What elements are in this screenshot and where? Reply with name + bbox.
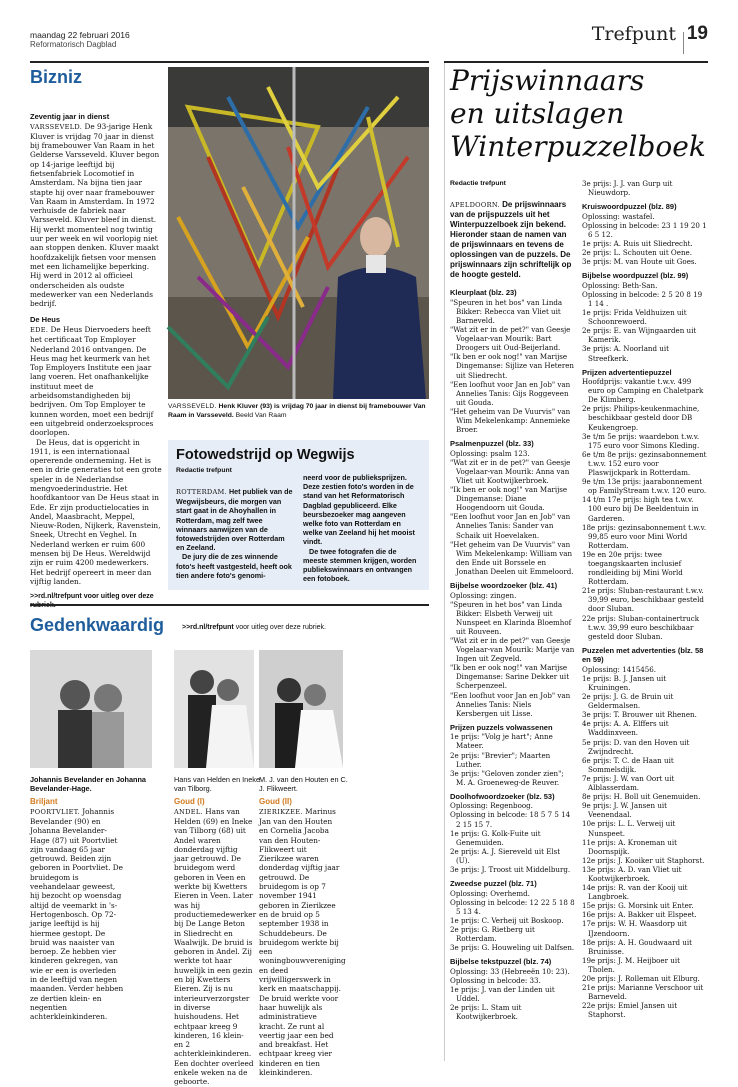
photo-henk-kluver bbox=[168, 67, 429, 399]
result-line: 1e prijs: B. J. Jansen uit Kruiningen. bbox=[582, 673, 667, 692]
result-line: 1e prijs: J. van der Linden uit Uddel. bbox=[450, 984, 555, 1004]
result-line: "Speuren in het bos" van Linda Bikker: Elsbeth Verweij uit Nunspeet en Klarinda Bloemhof uit Rouveen. bbox=[450, 599, 572, 636]
place: EDE. bbox=[30, 325, 49, 334]
couple-photo bbox=[174, 650, 254, 768]
result-line: Oplossing: 1415456. bbox=[582, 664, 657, 674]
result-line: 22e prijs: Emiel Jansen uit Staphorst. bbox=[582, 1001, 678, 1020]
place: APELDOORN. bbox=[450, 201, 500, 210]
result-heading: Psalmenpuzzel (blz. 33) bbox=[450, 439, 534, 449]
gedenk-item-3 bbox=[259, 650, 385, 1077]
result-heading: Prijzen puzzels volwassenen bbox=[450, 722, 553, 732]
couple-caption: M. J. van den Houten en C. J. Flikweert. bbox=[259, 775, 348, 794]
text-b: De jury die de zes winnende foto's heeft vastgesteld, heeft ook tien andere foto's genomi- bbox=[176, 552, 292, 580]
issue-date: maandag 22 februari 2016 bbox=[30, 30, 130, 40]
result-line: "Een loofhut voor Jan en Job" van Annelies Tanis: Niels Kersbergen uit Lisse. bbox=[450, 690, 571, 718]
result-line: 9e t/m 13e prijs: jaarabonnement op FamilyStream t.w.v. 120 euro. bbox=[582, 477, 707, 496]
result-line: Oplossing: Regenboog. bbox=[450, 801, 533, 811]
bizniz-title: Bizniz bbox=[30, 67, 82, 87]
caption-text: Henk Kluver (93) is vrijdag 70 jaar in dienst bij framebouwer Van Raam in Varsseveld. bbox=[168, 403, 426, 419]
link-text: voor uitleg over deze rubriek. bbox=[235, 624, 326, 631]
text: De Heus Diervoeders heeft het certificaat Top Employer Nederland 2016 ontvangen. De Heus mag het keurmerk van het Top Employers Institute een jaar lang voeren. Het onafhankelijke instituut meet de arbeidsomstandigheden bij bedrijven. Om Top Employer te kunnen worden, moet een bedrijf een uitgebreid onderzoeksproces doorlopen. bbox=[30, 324, 154, 438]
gedenk-title: Gedenkwaardig bbox=[30, 615, 165, 635]
result-line: 3e prijs: M. van Houte uit Goes. bbox=[582, 257, 697, 267]
result-line: "Ik ben er ook nog!" van Marijse Dingemanse: Sarine Dekker uit Scherpenzeel. bbox=[450, 663, 570, 691]
result-line: "Wat zit er in de pet?" van Geesje Vogelaar-van Mourik: Marije van Ingen uit Zegveld. bbox=[450, 635, 575, 664]
result-line: 13e prijs: A. D. van Vliet uit Kootwijkerbroek. bbox=[582, 864, 682, 883]
place: ANDEL. bbox=[174, 807, 203, 816]
result-line: 16e prijs: A. Bakker uit Elspeet. bbox=[582, 910, 697, 920]
result-line: Oplossing: zingen. bbox=[450, 590, 517, 600]
text: De 93-jarige Henk Kluver is vrijdag 70 jaar in dienst bij framebouwer Van Raam in het Gelderse Varsseveld. Kluver begon op 14-jarige leeftijd bij fietsenfabriek Locomotief in Amsterdam. Na bijna tien jaar stapte hij over naar framebouwer Van Raam in Amsterdam. In 1972 verhuisde de fabriek naar Varsseveld. Kluver bleef in dienst. Hij werkt momenteel nog twintig uur per week en wil voorlopig niet aan stoppen denken. Kluver maakt hoofdzakelijk fietsen voor mensen met een lichamelijke beperking. Hij werd in 2012 al officieel onderscheiden als oudste medewerker van een Nederlands bedrijf. bbox=[30, 121, 160, 309]
couple-photo-illustration bbox=[30, 650, 152, 768]
couple-photo-illustration bbox=[174, 650, 254, 768]
result-heading: Prijzen advertentiepuzzel bbox=[582, 367, 672, 377]
result-line: "Ik ben er ook nog!" van Marijse Dingemanse: Sijlize van Heteren uit Sliedrecht. bbox=[450, 352, 574, 380]
result-line: 1e prijs: G. Kolk-Fuite uit Genemuiden. bbox=[450, 828, 541, 847]
fotowedstrijd-box bbox=[168, 440, 429, 590]
couple-caption: Johannis Bevelander en Johanna Bevelander-Hage. bbox=[30, 775, 146, 794]
result-line: 20e prijs: J. Rolleman uit Elburg. bbox=[582, 974, 700, 983]
award-label: Briljant bbox=[30, 797, 58, 807]
result-line: Oplossing: 33 (Hebreeën 10: 23). bbox=[450, 966, 570, 976]
title-line-1: Prijswinnaars bbox=[450, 64, 645, 97]
result-line: 12e prijs: J. Kooiker uit Staphorst. bbox=[582, 855, 705, 865]
text: De prijswinnaars van de prijspuzzels uit het Winterpuzzelboek zijn bekend. Hieronder staan de namen van de prijswinnaars en tevens de oplossingen van de puzzels. De prijswinnaars zijn schriftelijk op de hoogte gesteld. bbox=[450, 200, 572, 280]
results-list-1 bbox=[450, 288, 575, 1021]
result-line: 2e prijs: A. J. Siereveld uit Elst (U). bbox=[450, 846, 561, 865]
result-line: 2e prijs: L. Schouten uit Oene. bbox=[582, 248, 692, 258]
couple-photo bbox=[30, 650, 152, 768]
bizniz-art2-body2: De Heus, dat is opgericht in 1911, is een internationaal opererende onderneming. Het is een in drie generaties tot een grote speler in de Nederlandse mengvoederindustrie. Het hoofdkantoor van De Heus staat in Ede. Er zijn productielocaties in Andel, Maasbracht, Meppel, Nieuw-Roden, Nijkerk, Ravenstein, Sneek, Utrecht en Veghel. In Nederland werken er ruim 600 mensen bij De Heus. Wereldwijd zijn er ruim 4200 medewerkers. Het bedrijf opereert in meer dan vijftig landen. bbox=[30, 437, 162, 586]
result-line: 14 t/m 17e prijs: high tea t.w.v. 100 euro bij De Beeldentuin in Garderen. bbox=[582, 495, 699, 523]
result-line: 2e prijs: E. van Wijngaarden uit Kamerik. bbox=[582, 326, 697, 345]
result-line: 7e prijs: J. W. van Oort uit Alblasserdam. bbox=[582, 773, 675, 793]
caption-place: VARSSEVELD. bbox=[168, 403, 217, 410]
result-line: Oplossing in belcode: 23 1 19 20 1 6 5 12. bbox=[582, 220, 707, 239]
result-line: 19e prijs: J. M. Heijboer uit Tholen. bbox=[582, 955, 680, 974]
photo-caption bbox=[168, 403, 429, 420]
bizniz-rule bbox=[30, 61, 429, 63]
result-line: 3e prijs: G. Houweling uit Dalfsen. bbox=[450, 943, 575, 953]
result-line: 3e prijs: A. Noorland uit Streefkerk. bbox=[582, 344, 669, 363]
result-line: 15e prijs: G. Morsink uit Enter. bbox=[582, 901, 694, 911]
result-line: Oplossing in belcode: 2 5 20 8 19 1 14 . bbox=[582, 289, 703, 308]
gedenk-item-1 bbox=[30, 650, 156, 1022]
fotowedstrijd-col2 bbox=[303, 473, 421, 583]
result-heading: Puzzelen met advertenties (blz. 58 en 59) bbox=[582, 645, 704, 665]
result-line: "Speuren in het bos" van Linda Bikker: Rebecca van Vliet uit Barneveld. bbox=[450, 297, 563, 325]
result-line: 2e prijs: J. G. de Bruin uit Geldermalsen. bbox=[582, 692, 674, 711]
result-line: 21e prijs: Marianne Verschoor uit Barneveld. bbox=[582, 983, 704, 1002]
page-number: 19 bbox=[686, 23, 708, 44]
result-line: 2e prijs: "Brevier"; Maarten Luther. bbox=[450, 750, 551, 769]
paper-name: Reformatorisch Dagblad bbox=[30, 40, 117, 49]
result-line: 14e prijs: R. van der Kooij uit Langbroek. bbox=[582, 883, 688, 902]
result-line: 8e prijs: H. Boll uit Genemuiden. bbox=[582, 792, 701, 802]
result-line: 1e prijs: "Volg je hart"; Anne Mateer. bbox=[450, 732, 553, 751]
result-line: "Het geheim van De Vuurvis" van Wim Mekelenkamp: Annemieke Broer. bbox=[450, 406, 571, 435]
result-heading: Doolhofwoordzoeker (blz. 53) bbox=[450, 791, 555, 801]
text-b: De twee fotografen die de meeste stemmen krijgen, worden publiekswinnaars en ontvangen een fotoboek. bbox=[303, 546, 417, 584]
winter-title bbox=[450, 64, 706, 163]
result-line: 17e prijs: W. H. Waasdorp uit IJzendoorn. bbox=[582, 919, 687, 938]
caption-credit: Beeld Van Raam bbox=[235, 411, 287, 419]
result-line: Oplossing: psalm 123. bbox=[450, 448, 530, 458]
place: POORTVLIET. bbox=[30, 807, 80, 816]
bizniz-link[interactable] bbox=[30, 592, 162, 610]
result-line: 21e prijs: Sluban-restaurant t.w.v. 39,99 euro, beschikbaar gesteld door Sluban. bbox=[582, 586, 704, 614]
result-line: Oplossing: Beth-San. bbox=[582, 280, 658, 290]
fotowedstrijd-title: Fotowedstrijd op Wegwijs bbox=[176, 447, 355, 463]
result-line: 3e t/m 5e prijs: waardebon t.w.v. 175 euro voor Simons Kleding. bbox=[582, 431, 700, 450]
link[interactable]: >>rd.nl/trefpunt bbox=[30, 593, 82, 601]
bizniz-art2-body bbox=[30, 325, 162, 438]
result-line: 6e t/m 8e prijs: gezinsabonnement t.w.v. 152 euro voor Plaswijckpark in Rotterdam. bbox=[582, 449, 707, 478]
result-line: 4e prijs: A. A. Elffers uit Waddinxveen. bbox=[582, 719, 669, 738]
couple-photo-illustration bbox=[259, 650, 343, 768]
result-line: "Ik ben er ook nog!" van Marijse Dingemanse: Diane Hoogendoorn uit Gouda. bbox=[450, 485, 568, 513]
result-line: 1e prijs: Frida Veldhuizen uit Schoonrewoerd. bbox=[582, 308, 687, 327]
winter-rule bbox=[444, 61, 708, 63]
winter-col1 bbox=[450, 179, 575, 1021]
result-line: 9e prijs: J. W. Jansen uit Veenendaal. bbox=[582, 801, 668, 820]
result-line: Oplossing: wastafel. bbox=[582, 211, 655, 221]
result-heading: Kleurplaat (blz. 23) bbox=[450, 288, 517, 298]
result-line: "Het geheim van De Vuurvis" van Wim Mekelenkamp: William van den Ende uit Borssele en Jonathan Deelen uit Emmeloord. bbox=[450, 539, 574, 576]
result-line: 18e prijs: gezinsabonnement t.w.v. 99,85 euro voor Mini World Rotterdam. bbox=[582, 522, 707, 550]
section-name: Trefpunt bbox=[591, 23, 676, 45]
text: Johannis Bevelander (90) en Johanna Bevelander-Hage (87) uit Poortvliet zijn vandaag 65 jaar getrouwd. Beiden zijn geboren in Poortvliet. De bruidegom is veehandelaar geweest, hij bezocht op woensdag altijd de veemarkt in 's-Hertogenbosch. Op 72-jarige leeftijd is hij hiermee gestopt. De bruid was naaister van beroep. Ze hebben vier kinderen gekregen, van wie er een is overleden in de leeftijd van negen maanden. Verder hebben ze dertien klein- en negentien achterkleinkinderen. bbox=[30, 806, 124, 1022]
result-line: 2e prijs: G. Rietberg uit Rotterdam. bbox=[450, 925, 535, 944]
title-line-3: Winterpuzzelboek bbox=[450, 130, 706, 163]
couple-text bbox=[30, 807, 124, 1022]
winter-col2 bbox=[582, 179, 708, 1019]
result-line: 19e en 20e prijs: twee toegangskaarten inclusief rondleiding bij Mini World Rotterdam. bbox=[582, 549, 683, 587]
result-line: 3e prijs: T. Brouwer uit Rhenen. bbox=[582, 710, 697, 720]
result-line: 5e prijs: D. van den Hoven uit Zwijndrecht. bbox=[582, 737, 690, 756]
couple-caption: Hans van Helden en Ineke van Tilborg. bbox=[174, 775, 260, 794]
couple-photo bbox=[259, 650, 343, 768]
place: ZIERIKZEE. bbox=[259, 807, 303, 816]
result-line: 3e prijs: J. Troost uit Middelburg. bbox=[450, 865, 571, 875]
place: VARSSEVELD. bbox=[30, 122, 83, 131]
results-list-2 bbox=[582, 179, 708, 1019]
result-line: Oplossing in belcode: 33. bbox=[450, 975, 541, 985]
bizniz-column bbox=[30, 112, 162, 610]
result-line: 10e prijs: L. L. Verweij uit Nunspeet. bbox=[582, 819, 676, 838]
link-text: voor uitleg over deze bbox=[83, 593, 154, 601]
result-heading: Bijbelse woordzoeker (blz. 41) bbox=[450, 581, 558, 591]
fotowedstrijd-col1 bbox=[176, 487, 294, 580]
result-line: Oplossing: Overhemd. bbox=[450, 888, 530, 898]
text: neerd voor de publieksprijzen. Deze zestien foto's worden in de stand van het Reformatorisch Dagblad gepubliceerd. Elke beursbezoeker mag aangeven welke foto van Rotterdam en welke van Zeeland hij het mooist vindt. bbox=[303, 473, 415, 547]
text: Marinus Jan van den Houten en Cornelia Jacoba van den Houten-Flikweert uit Zierikzee waren donderdag vijftig jaar getrouwd. De bruidegom is op 7 november 1941 geboren in Zierikzee en de bruid op 5 september 1938 in Schuddebeurs. De bruidegom werkte bij een woningbouwvereniging en deed vrijwilligerswerk in kerk en maatschappij. De bruid werkte voor haar huwelijk als administratieve kracht. Ze runt al veertig jaar een bed and breakfast. Het echtpaar kreeg vier kinderen en tien kleinkinderen. bbox=[259, 806, 346, 1078]
result-heading: Bijbelse tekstpuzzel (blz. 74) bbox=[450, 957, 552, 967]
winter-byline: Redactie trefpunt bbox=[450, 180, 506, 187]
result-line: 3e prijs: J. J. van Gurp uit Nieuwdorp. bbox=[582, 179, 673, 198]
result-line: 18e prijs: A. H. Goudwaard uit Bruinisse. bbox=[582, 937, 692, 956]
award-label: Goud (I) bbox=[174, 797, 205, 807]
result-line: 1e prijs: A. Ruis uit Sliedrecht. bbox=[582, 238, 693, 248]
title-line-2: en uitslagen bbox=[450, 97, 625, 130]
result-line: 2e prijs: Philips-keukenmachine, beschikbaar gesteld door DB Keukengroep. bbox=[582, 404, 700, 432]
award-label: Goud (II) bbox=[259, 797, 292, 807]
place: ROTTERDAM. bbox=[176, 488, 227, 496]
result-heading: Zweedse puzzel (blz. 71) bbox=[450, 879, 537, 889]
result-line: Oplossing in belcode: 12 22 5 18 8 5 13 4. bbox=[450, 897, 575, 916]
result-line: "Een loofhut voor Jan en Job" van Annelies Tanis: Sander van Schaik uit Hoevelaken. bbox=[450, 512, 571, 540]
result-line: 6e prijs: T. C. de Haan uit Sommelsdijk. bbox=[582, 755, 674, 774]
bizniz-art2-head: De Heus bbox=[30, 315, 61, 325]
header-separator bbox=[683, 32, 684, 54]
result-line: "Wat zit er in de pet?" van Geesje Vogelaar-van Mourik: Anna van Vliet uit Kootwijkerbroek. bbox=[450, 457, 571, 485]
text: Hans van Helden (69) en Ineke van Tilborg (68) uit Andel waren donderdag vijftig jaar getrouwd. De bruidegom werd geboren in Veen en werkte bij Kwetters Eieren in Veen. Later was hij productiemedewerker bij De Lange Beton in Sliedrecht en Waalwijk. De bruid is geboren in Andel. Zij werkte tot haar huwelijk in een gezin en bij Kwetters Eieren. Zij is nu interieurverzorgster in diverse huishoudens. Het echtpaar kreeg 9 kinderen, 16 klein- en 2 achterkleinkinderen. Een dochter overleed enkele weken na de geboorte. bbox=[174, 806, 257, 1087]
result-line: 11e prijs: A. Kroneman uit Doornspijk. bbox=[582, 837, 677, 856]
text: Het publiek van de Wegwijsbeurs, die morgen van start gaat in de Ahoyhallen in Rotterdam, mag zelf twee winnaars aanwijzen van de fotowedstrijden over Rotterdam en Zeeland. bbox=[176, 487, 293, 553]
fotowedstrijd-byline: Redactie trefpunt bbox=[176, 467, 232, 474]
gedenk-rule bbox=[30, 604, 429, 606]
result-line: Hoofdprijs: vakantie t.w.v. 499 euro op Camping en Chaletpark De Klimberg. bbox=[582, 377, 704, 405]
bizniz-art1-body bbox=[30, 122, 162, 309]
winter-lead bbox=[450, 200, 575, 280]
result-heading: Kruiswoordpuzzel (blz. 89) bbox=[582, 202, 677, 212]
couple-text bbox=[174, 806, 257, 1087]
result-line: Oplossing in belcode: 18 5 7 5 14 2 15 15 7. bbox=[450, 810, 571, 829]
result-line: 1e prijs: C. Verheij uit Boskoop. bbox=[450, 915, 564, 925]
result-line: 2e prijs: L. Stam uit Kootwijkerbroek. bbox=[450, 1003, 522, 1022]
bizniz-art1-head: Zeventig jaar in dienst bbox=[30, 112, 110, 121]
result-heading: Bijbelse woordpuzzel (blz. 99) bbox=[582, 271, 689, 281]
column-divider bbox=[444, 61, 445, 1061]
result-line: 3e prijs: "Geloven zonder zien"; M. A. Groeneweg-de Reuver. bbox=[450, 768, 564, 787]
couple-text bbox=[259, 806, 346, 1078]
result-line: 22e prijs: Sluban-containertruck t.w.v. 39,99 euro beschikbaar gesteld door Sluban. bbox=[582, 613, 699, 641]
result-line: "Wat zit er in de pet?" van Geesje Vogelaar-van Mourik: Bart Droogers uit Oud-Beijerland. bbox=[450, 325, 571, 353]
gedenk-link[interactable] bbox=[182, 623, 326, 632]
frame-factory-illustration bbox=[168, 67, 429, 399]
link[interactable]: >>rd.nl/trefpunt bbox=[182, 624, 234, 631]
result-line: "Een loofhut voor Jan en Job" van Annelies Tanis: Gijs Roggeveen uit Gouda. bbox=[450, 379, 571, 407]
